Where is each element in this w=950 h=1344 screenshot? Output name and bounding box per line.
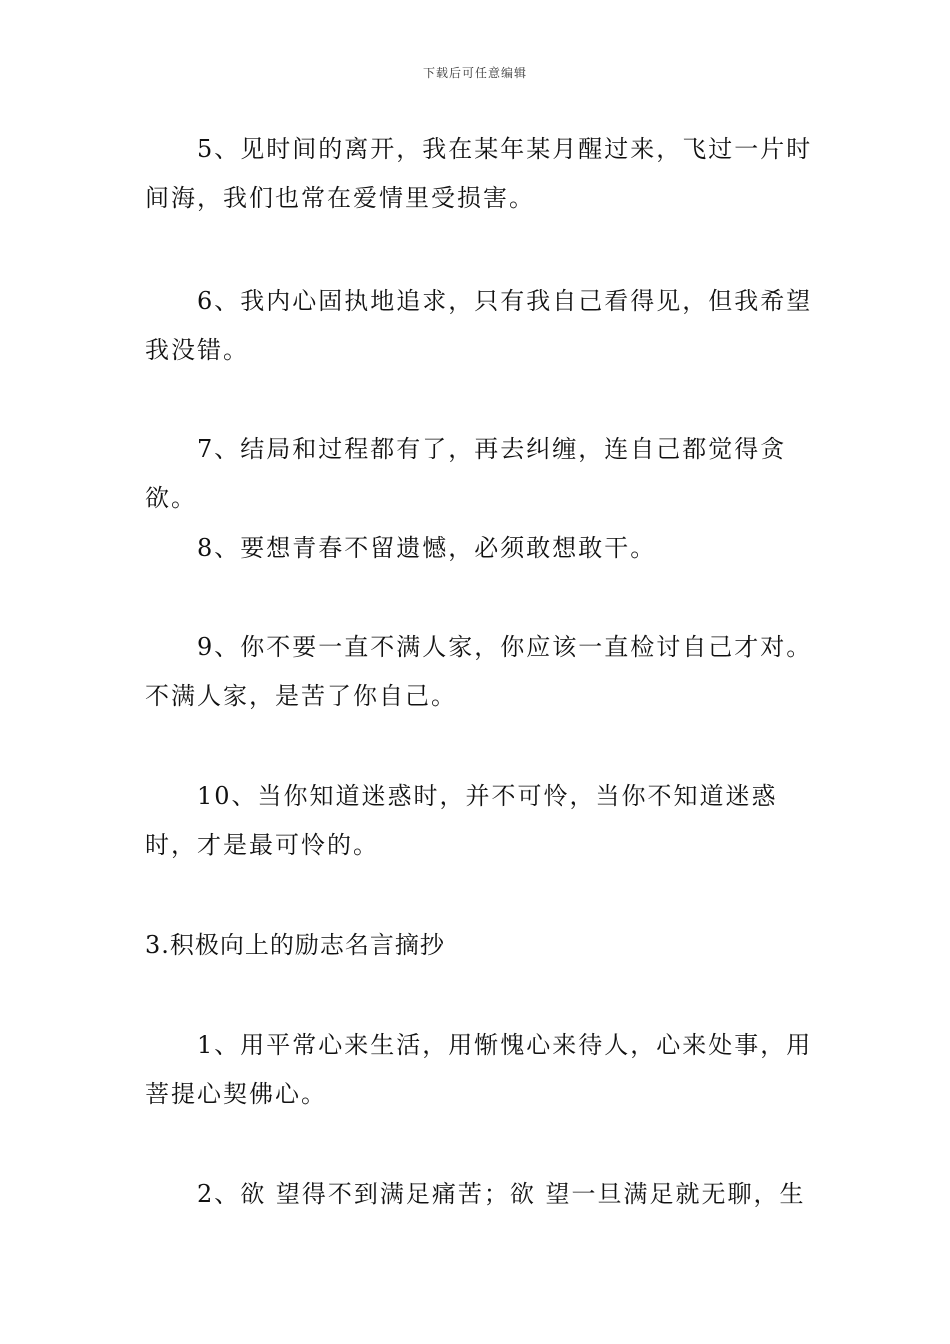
list-item-7 [145, 425, 825, 523]
list-item-8 [145, 524, 825, 573]
list-item-text: 10、当你知道迷惑时，并不可怜，当你不知道迷惑时，才是最可怜的。 [145, 782, 778, 859]
list-item-text: 6、我内心固执地追求，只有我自己看得见，但我希望我没错。 [145, 287, 813, 364]
list-item-6 [145, 277, 825, 375]
list-item-9 [145, 623, 825, 721]
list-item-10 [145, 772, 825, 870]
section-item-1 [145, 1021, 825, 1119]
list-item-text: 7、结局和过程都有了，再去纠缠，连自己都觉得贪欲。 [145, 435, 787, 512]
list-item-text: 9、你不要一直不满人家，你应该一直检讨自己才对。不满人家，是苦了你自己。 [145, 633, 813, 710]
section-heading: 3.积极向上的励志名言摘抄 [145, 931, 445, 959]
list-item-5 [145, 125, 825, 223]
list-item-text: 2、欲 望得不到满足痛苦；欲 望一旦满足就无聊，生 [197, 1180, 806, 1208]
list-item-text: 8、要想青春不留遗憾，必须敢想敢干。 [197, 534, 657, 562]
list-item-text: 1、用平常心来生活，用惭愧心来待人，心来处事，用菩提心契佛心。 [145, 1031, 813, 1108]
list-item-text: 5、见时间的离开，我在某年某月醒过来，飞过一片时间海，我们也常在爱情里受损害。 [145, 135, 813, 212]
section-item-2 [145, 1170, 825, 1219]
page-header-note: 下载后可任意编辑 [422, 66, 527, 80]
